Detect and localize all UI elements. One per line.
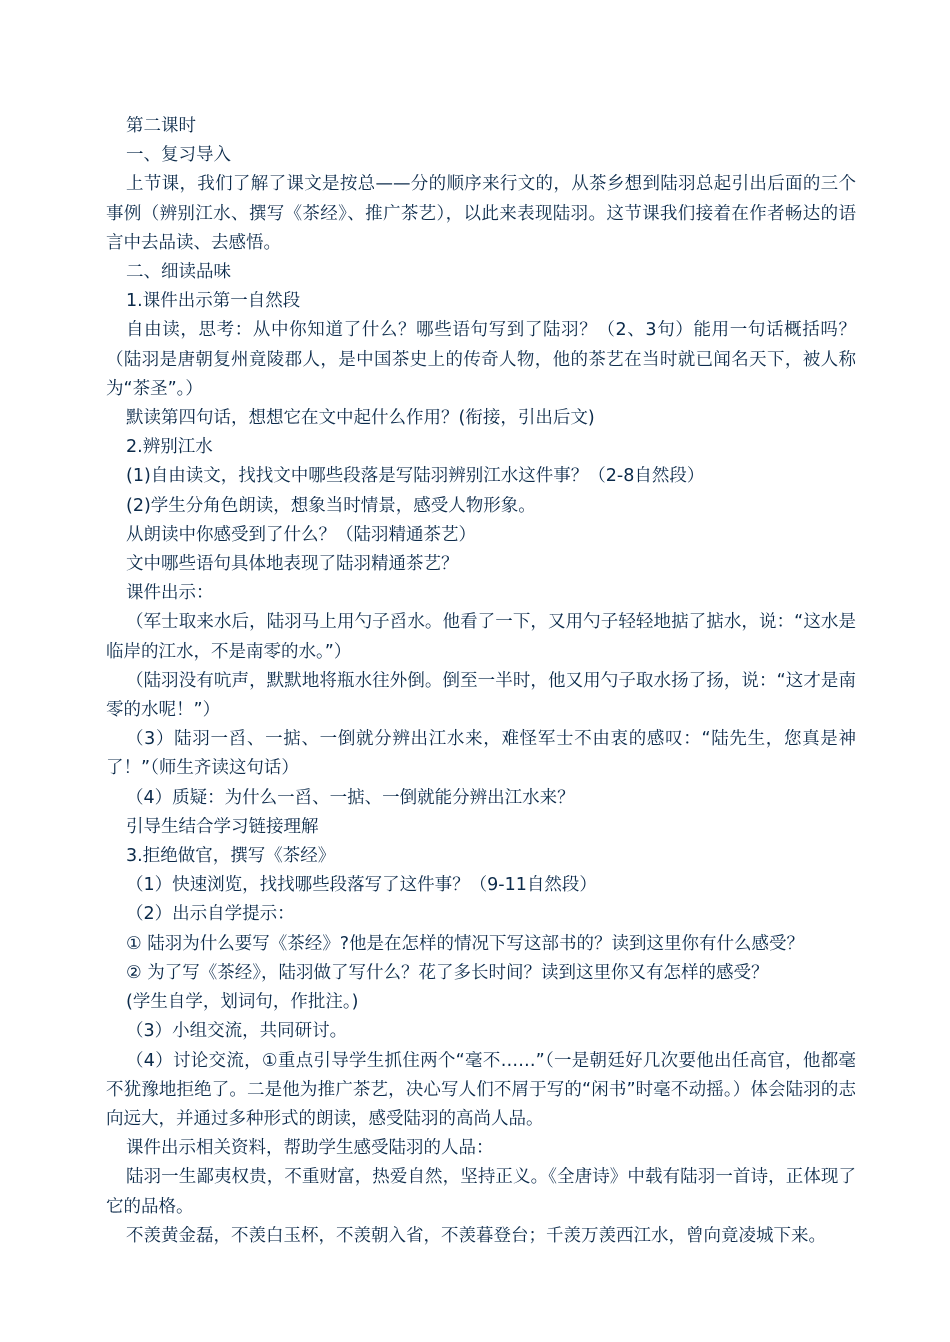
paragraph: 文中哪些语句具体地表现了陆羽精通茶艺？ — [126, 554, 459, 575]
section-heading-close-reading: 二、细读品味 — [126, 262, 231, 283]
subheading-river-water: 2.辨别江水 — [126, 437, 213, 458]
paragraph: 陆羽一生鄙夷权贵，不重财富，热爱自然，坚持正义。《全唐诗》中载有陆羽一首诗，正体现了它的品格。 — [106, 1167, 856, 1217]
paragraph: 引导生结合学习链接理解 — [126, 816, 319, 837]
paragraph: 上节课，我们了解了课文是按总——分的顺序来行文的，从茶乡想到陆羽总起引出后面的三个事例（辨别江水、撰写《茶经》、推广茶艺），以此来表现陆羽。这节课我们接着在作者畅达的语言中去品读、去感悟。 — [106, 174, 856, 253]
lesson-title: 第二课时 — [126, 116, 196, 136]
paragraph: (学生自学，划词句，作批注。) — [126, 992, 359, 1013]
paragraph: 从朗读中你感受到了什么？（陆羽精通茶艺） — [126, 524, 476, 545]
section-heading-review: 一、复习导入 — [126, 145, 231, 166]
subheading-tea-classic: 3.拒绝做官，撰写《茶经》 — [126, 846, 336, 867]
poem-line: 不羡黄金磊，不羡白玉杯，不羡朝入省，不羡暮登台；千羡万羡西江水，曾向竟凌城下来。 — [126, 1225, 826, 1246]
quoted-passage: （军士取来水后，陆羽马上用勺子舀水。他看了一下，又用勺子轻轻地掂了掂水，说：“这水是临岸的江水，不是南零的水。”） — [106, 612, 856, 662]
paragraph: 课件出示： — [126, 583, 214, 604]
list-item: ① 陆羽为什么要写《茶经》?他是在怎样的情况下写这部书的？读到这里你有什么感受？ — [126, 933, 805, 954]
paragraph: （3）小组交流，共同研讨。 — [126, 1021, 348, 1042]
paragraph: （3）陆羽一舀、一掂、一倒就分辨出江水来，难怪军士不由衷的感叹：“陆先生，您真是神了！”（师生齐读这句话） — [106, 729, 856, 779]
paragraph: （1）快速浏览，找找哪些段落写了这件事？（9-11自然段） — [126, 875, 597, 896]
subheading-first-paragraph: 1.课件出示第一自然段 — [126, 291, 301, 312]
paragraph: 课件出示相关资料，帮助学生感受陆羽的人品： — [126, 1138, 494, 1159]
paragraph: (2)学生分角色朗读，想象当时情景，感受人物形象。 — [126, 495, 536, 516]
paragraph: （4）质疑：为什么一舀、一掂、一倒就能分辨出江水来？ — [126, 787, 575, 808]
paragraph: (1)自由读文，找找文中哪些段落是写陆羽辨别江水这件事？（2-8自然段） — [126, 466, 705, 487]
list-item: ② 为了写《茶经》，陆羽做了写什么？花了多长时间？读到这里你又有怎样的感受？ — [126, 962, 769, 983]
quoted-passage: （陆羽没有吭声，默默地将瓶水往外倒。倒至一半时，他又用勺子取水扬了扬，说：“这才是南零的水呢！”） — [106, 670, 856, 721]
paragraph: （2）出示自学提示： — [126, 904, 295, 925]
lesson-plan-body — [106, 112, 856, 1251]
paragraph: 自由读，思考：从中你知道了什么？哪些语句写到了陆羽？（2、3句）能用一句话概括吗？（陆羽是唐朝复州竟陵郡人，是中国茶史上的传奇人物，他的茶艺在当时就已闻名天下，被人称为“茶圣”。） — [106, 320, 856, 399]
paragraph: （4）讨论交流，①重点引导学生抓住两个“毫不……”（一是朝廷好几次要他出任高官，他都毫不犹豫地拒绝了。二是他为推广茶艺，决心写人们不屑于写的“闲书”时毫不动摇。）体会陆羽的志向远大，并通过多种形式的朗读，感受陆羽的高尚人品。 — [106, 1050, 856, 1129]
paragraph: 默读第四句话，想想它在文中起什么作用？(衔接，引出后文) — [126, 408, 595, 429]
